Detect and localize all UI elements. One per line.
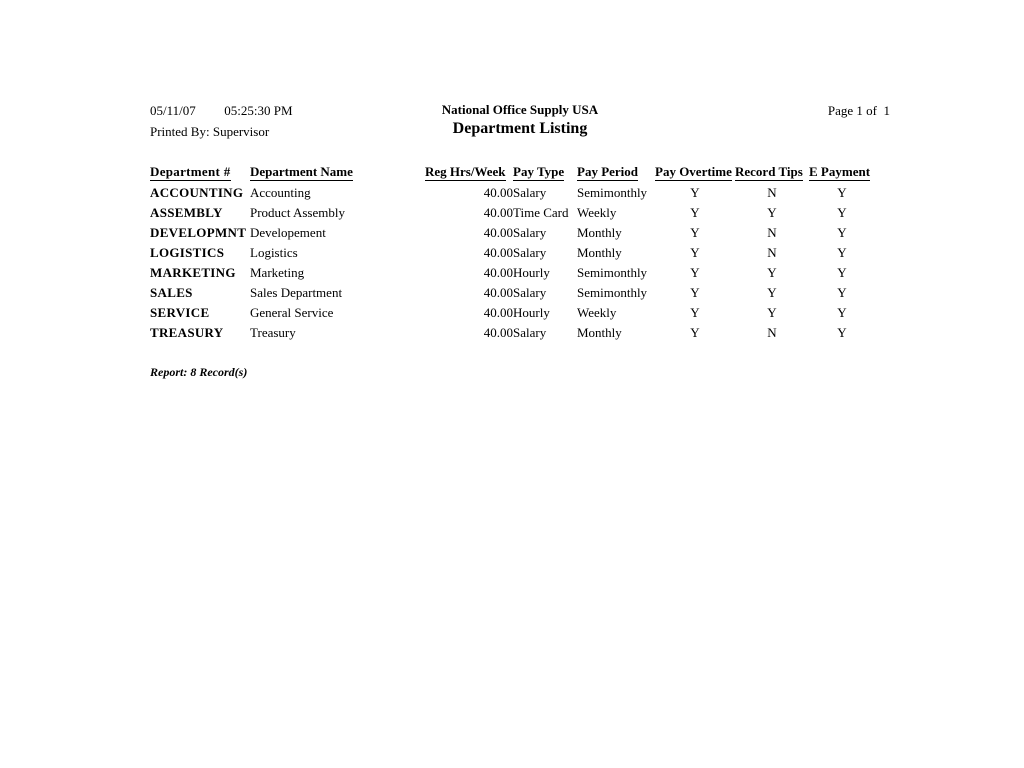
cell-department-name: Accounting <box>250 185 311 200</box>
cell-department-name: Treasury <box>250 325 296 340</box>
cell-department-number: LOGISTICS <box>150 245 225 260</box>
cell-record-tips: Y <box>767 285 777 300</box>
cell-pay-period: Semimonthly <box>577 265 648 280</box>
cell-pay-period: Monthly <box>577 325 622 340</box>
column-header-department-name: Department Name <box>250 164 353 179</box>
cell-pay-type: Hourly <box>513 265 550 280</box>
cell-e-payment: Y <box>837 205 847 220</box>
page-title: Department Listing <box>452 120 588 137</box>
cell-record-tips: Y <box>767 305 777 320</box>
table-row <box>150 303 875 323</box>
cell-department-name: Logistics <box>250 245 298 260</box>
cell-department-number: SALES <box>150 285 193 300</box>
cell-pay-type: Salary <box>513 325 547 340</box>
cell-record-tips: N <box>767 185 777 200</box>
cell-pay-type: Salary <box>513 245 547 260</box>
column-header-pay-overtime: Pay Overtime <box>655 164 732 179</box>
table-row <box>150 323 875 343</box>
cell-e-payment: Y <box>837 225 847 240</box>
cell-pay-period: Weekly <box>577 205 617 220</box>
cell-department-name: Developement <box>250 225 326 240</box>
print-date: 05/11/07 <box>150 103 196 118</box>
report-body <box>150 100 890 380</box>
cell-department-name: Product Assembly <box>250 205 345 220</box>
cell-pay-period: Monthly <box>577 225 622 240</box>
cell-reg-hrs-week: 40.00 <box>483 185 513 200</box>
cell-department-name: Sales Department <box>250 285 343 300</box>
table-row <box>150 243 875 263</box>
column-header-pay-period: Pay Period <box>577 164 639 179</box>
table-header-row <box>150 164 875 183</box>
cell-pay-type: Hourly <box>513 305 550 320</box>
cell-pay-period: Semimonthly <box>577 285 648 300</box>
cell-e-payment: Y <box>837 185 847 200</box>
cell-reg-hrs-week: 40.00 <box>483 225 513 240</box>
cell-record-tips: N <box>767 245 777 260</box>
cell-reg-hrs-week: 40.00 <box>483 245 513 260</box>
cell-reg-hrs-week: 40.00 <box>483 265 513 280</box>
cell-pay-type: Salary <box>513 285 547 300</box>
cell-pay-overtime: Y <box>690 245 700 260</box>
column-header-pay-type: Pay Type <box>513 164 565 179</box>
column-header-reg-hrs-week: Reg Hrs/Week <box>425 164 506 179</box>
table-row <box>150 283 875 303</box>
department-listing-table <box>150 164 875 343</box>
cell-pay-overtime: Y <box>690 285 700 300</box>
cell-reg-hrs-week: 40.00 <box>483 285 513 300</box>
printed-by: Printed By: Supervisor <box>150 124 270 139</box>
cell-pay-period: Weekly <box>577 305 617 320</box>
column-header-e-payment: E Payment <box>809 164 871 179</box>
cell-department-name: Marketing <box>250 265 305 280</box>
cell-department-name: General Service <box>250 305 334 320</box>
cell-record-tips: N <box>767 325 777 340</box>
cell-department-number: TREASURY <box>150 325 224 340</box>
record-count-footer: Report: 8 Record(s) <box>150 365 248 379</box>
cell-record-tips: N <box>767 225 777 240</box>
cell-e-payment: Y <box>837 325 847 340</box>
cell-record-tips: Y <box>767 265 777 280</box>
cell-department-number: ASSEMBLY <box>150 205 223 220</box>
cell-department-number: ACCOUNTING <box>150 185 244 200</box>
cell-pay-type: Time Card <box>513 205 569 220</box>
print-time: 05:25:30 PM <box>224 103 293 118</box>
report-header <box>150 100 890 150</box>
cell-e-payment: Y <box>837 245 847 260</box>
cell-reg-hrs-week: 40.00 <box>483 325 513 340</box>
column-header-department-number: Department # <box>150 164 231 179</box>
cell-reg-hrs-week: 40.00 <box>483 305 513 320</box>
cell-department-number: SERVICE <box>150 305 210 320</box>
cell-pay-overtime: Y <box>690 205 700 220</box>
header-center <box>150 100 890 139</box>
cell-e-payment: Y <box>837 265 847 280</box>
cell-pay-overtime: Y <box>690 225 700 240</box>
cell-record-tips: Y <box>767 205 777 220</box>
cell-e-payment: Y <box>837 285 847 300</box>
page-number: Page 1 of 1 <box>827 103 890 118</box>
cell-reg-hrs-week: 40.00 <box>483 205 513 220</box>
table-row <box>150 223 875 243</box>
column-header-record-tips: Record Tips <box>735 164 803 179</box>
cell-department-number: DEVELOPMNT <box>150 225 247 240</box>
table-row <box>150 183 875 203</box>
cell-pay-type: Salary <box>513 225 547 240</box>
cell-department-number: MARKETING <box>150 265 236 280</box>
table-row <box>150 263 875 283</box>
cell-pay-overtime: Y <box>690 305 700 320</box>
cell-pay-overtime: Y <box>690 265 700 280</box>
company-name: National Office Supply USA <box>441 102 599 117</box>
cell-pay-overtime: Y <box>690 185 700 200</box>
cell-e-payment: Y <box>837 305 847 320</box>
table-row <box>150 203 875 223</box>
cell-pay-period: Monthly <box>577 245 622 260</box>
cell-pay-period: Semimonthly <box>577 185 648 200</box>
cell-pay-overtime: Y <box>690 325 700 340</box>
cell-pay-type: Salary <box>513 185 547 200</box>
